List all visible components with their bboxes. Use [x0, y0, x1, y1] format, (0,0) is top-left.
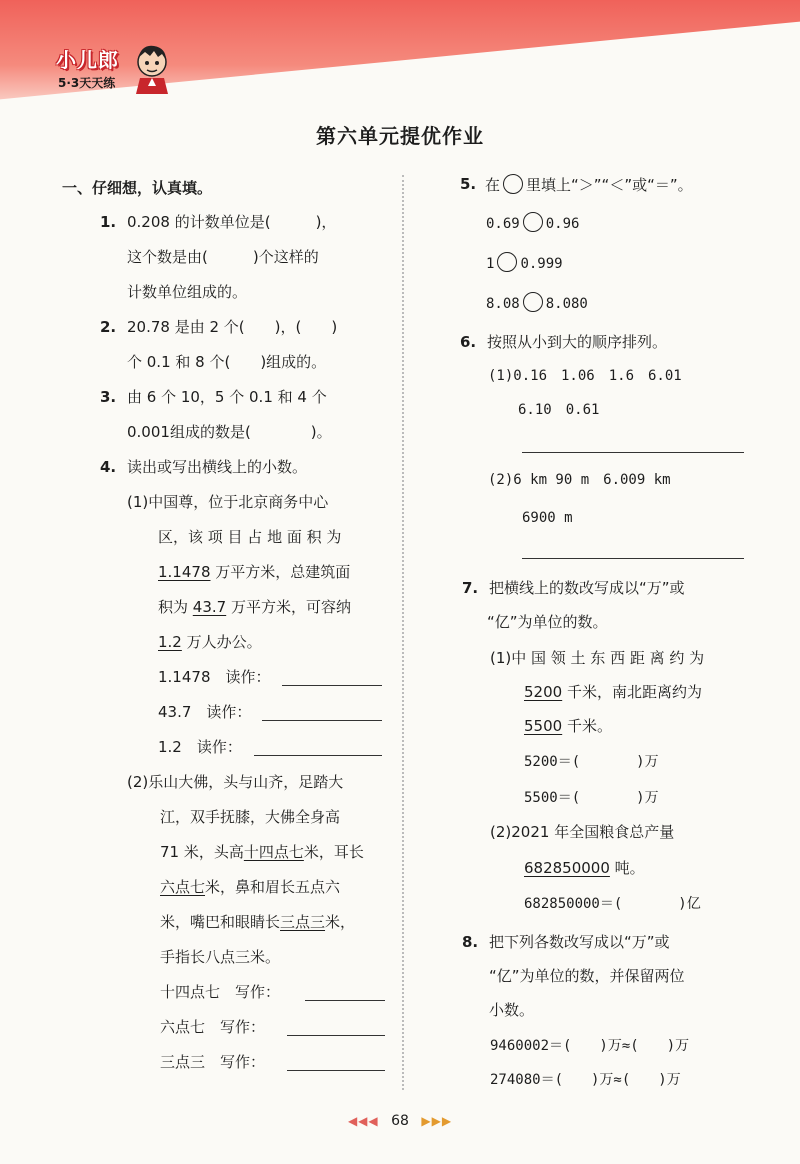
q4-intro: 读出或写出横线上的小数。 — [127, 458, 308, 476]
q5-compare-3: 8.08 8.080 — [486, 292, 588, 314]
question-number-1: 1. — [100, 213, 117, 231]
q7-p2-answer-1: 682850000＝( )亿 — [524, 896, 701, 912]
right-arrows-icon: ▶▶▶ — [421, 1114, 453, 1128]
q5-compare-2: 1 0.999 — [486, 252, 563, 274]
q7-p1-answer-1: 5200＝( )万 — [524, 754, 659, 770]
q8-line-1: 把下列各数改写成以“万”或 — [489, 933, 670, 951]
q4-write-3-label: 三点三 写作： — [160, 1053, 266, 1071]
page-number: 68 — [391, 1113, 409, 1129]
section-heading: 一、仔细想，认真填。 — [62, 179, 213, 197]
compare-circle-icon[interactable] — [497, 252, 517, 272]
question-number-5: 5. — [460, 175, 477, 193]
page-footer — [0, 1113, 800, 1129]
answer-line[interactable] — [262, 720, 382, 721]
q7-line-1: 把横线上的数改写成以“万”或 — [489, 579, 685, 597]
question-number-8: 8. — [462, 933, 479, 951]
boy-mascot-icon — [132, 42, 172, 94]
q4-p2-line-2: 江，双手抚膝，大佛全身高 — [160, 808, 341, 826]
q8-line-3: 小数。 — [489, 1001, 535, 1019]
logo-subtitle: 5·3天天练 — [58, 76, 116, 90]
q7-p2-line-2: 682850000 吨。 — [524, 859, 645, 877]
answer-line[interactable] — [287, 1035, 385, 1036]
q4-p2-line-5: 米，嘴巴和眼睛长三点三米， — [160, 913, 356, 931]
q2-line-2: 个 0.1 和 8 个( )组成的。 — [127, 353, 327, 371]
q4-read-3-label: 1.2 读作： — [158, 738, 242, 756]
q2-line-1: 20.78 是由 2 个( )，( ) — [127, 318, 338, 336]
q6-intro: 按照从小到大的顺序排列。 — [487, 333, 668, 351]
q4-p1-line-3: 1.1478 万平方米，总建筑面 — [158, 563, 351, 581]
question-number-4: 4. — [100, 458, 117, 476]
q7-p2-line-1: (2)2021 年全国粮食总产量 — [490, 823, 675, 841]
compare-circle-icon[interactable] — [523, 292, 543, 312]
compare-circle-icon — [503, 174, 523, 194]
q1-line-3: 计数单位组成的。 — [127, 283, 248, 301]
q8-answer-1: 9460002＝( )万≈( )万 — [490, 1038, 690, 1054]
compare-circle-icon[interactable] — [523, 212, 543, 232]
q4-read-2-label: 43.7 读作： — [158, 703, 252, 721]
answer-line[interactable] — [522, 558, 744, 559]
q8-line-2: “亿”为单位的数，并保留两位 — [489, 967, 685, 985]
q6-p2-line-2: 6900 m — [522, 510, 573, 526]
q8-answer-2: 274080＝( )万≈( )万 — [490, 1072, 681, 1088]
question-number-6: 6. — [460, 333, 477, 351]
page-title: 第六单元提优作业 — [316, 124, 484, 148]
question-number-2: 2. — [100, 318, 117, 336]
q5-instruction: 在 里填上“＞”“＜”或“＝”。 — [485, 176, 693, 194]
q4-p2-line-6: 手指长八点三米。 — [160, 948, 281, 966]
q7-p1-line-2: 5200 千米，南北距离约为 — [524, 683, 702, 701]
q4-p2-line-4: 六点七米，鼻和眉长五点六 — [160, 878, 341, 896]
q4-p1-line-1: (1)中国尊，位于北京商务中心 — [127, 493, 329, 511]
q4-p2-line-3: 71 米，头高十四点七米，耳长 — [160, 843, 364, 861]
q7-p1-answer-2: 5500＝( )万 — [524, 790, 659, 806]
q4-p1-line-4: 积为 43.7 万平方米，可容纳 — [158, 598, 351, 616]
answer-line[interactable] — [305, 1000, 385, 1001]
page-header-band — [0, 0, 800, 108]
question-number-3: 3. — [100, 388, 117, 406]
q6-p2-line-1: (2)6 km 90 m 6.009 km — [488, 472, 671, 488]
q7-p1-line-1: (1)中 国 领 土 东 西 距 离 约 为 — [490, 649, 705, 667]
logo-text: 小儿郎 — [56, 48, 119, 72]
q4-write-2-label: 六点七 写作： — [160, 1018, 266, 1036]
q4-p1-line-2: 区，该 项 目 占 地 面 积 为 — [158, 528, 342, 546]
answer-line[interactable] — [282, 685, 382, 686]
q7-line-2: “亿”为单位的数。 — [487, 613, 608, 631]
q6-p1-line-1: (1)0.16 1.06 1.6 6.01 — [488, 368, 682, 384]
q4-read-1-label: 1.1478 读作： — [158, 668, 271, 686]
q6-p1-line-2: 6.10 0.61 — [518, 402, 600, 418]
answer-line[interactable] — [287, 1070, 385, 1071]
answer-line[interactable] — [254, 755, 382, 756]
q3-line-2: 0.001组成的数是( )。 — [127, 423, 332, 441]
q5-compare-1: 0.69 0.96 — [486, 212, 579, 234]
q7-p1-line-3: 5500 千米。 — [524, 717, 612, 735]
q4-p1-line-5: 1.2 万人办公。 — [158, 633, 262, 651]
q1-line-1: 0.208 的计数单位是( )， — [127, 213, 337, 231]
q3-line-1: 由 6 个 10，5 个 0.1 和 4 个 — [127, 388, 327, 406]
left-arrows-icon: ◀◀◀ — [347, 1114, 379, 1128]
q4-write-1-label: 十四点七 写作： — [160, 983, 281, 1001]
column-divider — [402, 175, 404, 1090]
answer-line[interactable] — [522, 452, 744, 453]
q4-p2-line-1: (2)乐山大佛，头与山齐，足踏大 — [127, 773, 344, 791]
q1-line-2: 这个数是由( )个这样的 — [127, 248, 319, 266]
question-number-7: 7. — [462, 579, 479, 597]
